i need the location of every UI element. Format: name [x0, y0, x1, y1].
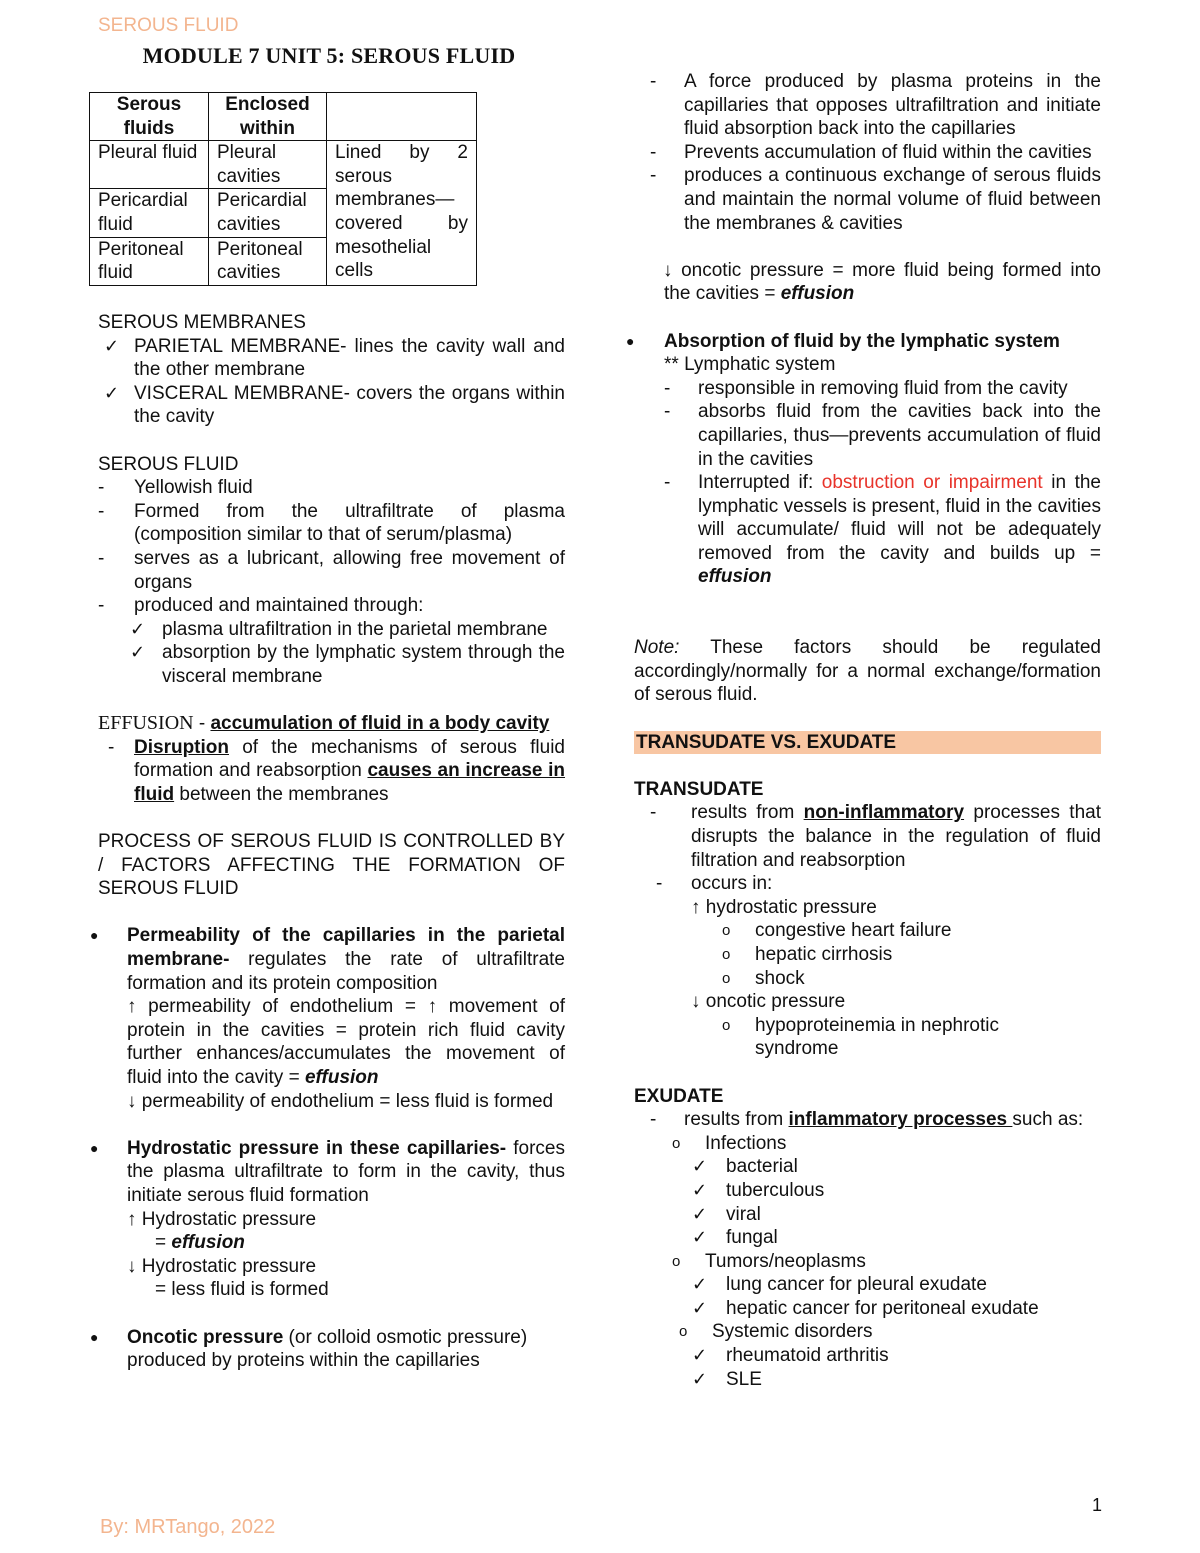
page-title: MODULE 7 UNIT 5: SEROUS FLUID: [142, 43, 516, 68]
list-item: - Disruption of the mechanisms of serous fluid formation and reabsorption causes an increase in fluid between the membranes: [108, 736, 565, 805]
bullet-item: ● Absorption of fluid by the lymphatic system: [626, 330, 1060, 352]
list-item: - produces a continuous exchange of serous fluids and maintain the normal volume of fluid between the membranes & cavities: [650, 165, 1101, 234]
circle-bullet-icon: o: [722, 922, 731, 940]
check-icon: ✓: [104, 335, 120, 356]
bullet-icon: ●: [90, 1328, 99, 1345]
serous-fluid-heading: SEROUS FLUID: [98, 453, 239, 475]
list-item: o hypoproteinemia in nephrotic syndrome: [722, 1014, 999, 1060]
bullet-item: ● Oncotic pressure (or colloid osmotic pressure) produced by proteins within the capillaries: [90, 1326, 528, 1372]
table-header: Serous fluids: [90, 93, 209, 141]
table-row: [90, 141, 477, 189]
table-cell: Peritoneal cavities: [209, 237, 327, 285]
left-column: [90, 311, 565, 1373]
check-icon: ✓: [130, 642, 146, 663]
list-item: ✓ tuberculous: [692, 1179, 825, 1201]
list-item: = effusion: [155, 1232, 245, 1254]
list-item: ✓ lung cancer for pleural exudate: [692, 1274, 987, 1296]
table-header-row: [90, 93, 477, 141]
section-band: TRANSUDATE VS. EXUDATE: [634, 731, 1101, 755]
visceral-label: VISCERAL MEMBRANE: [134, 382, 344, 404]
right-column: [626, 70, 1101, 1391]
table-cell: Pleural fluid: [90, 141, 209, 189]
footer-author: By: MRTango, 2022: [100, 1516, 276, 1538]
list-item: ✓ viral: [692, 1203, 761, 1225]
list-item: - occurs in:: [656, 873, 773, 895]
list-item: - responsible in removing fluid from the cavity: [664, 377, 1068, 399]
list-item: o Infections: [672, 1132, 787, 1154]
list-item: - results from inflammatory processes such as:: [650, 1109, 1084, 1131]
bullet-icon: ●: [90, 1139, 99, 1156]
list-item: ✓ plasma ultrafiltration in the parietal membrane: [130, 618, 548, 640]
list-item: - Interrupted if: obstruction or impairment in the lymphatic vessels is present, fluid in the cavities will accumulate/ fluid will not be adequately removed from the cavity and builds up = effusion: [664, 472, 1101, 588]
circle-bullet-icon: o: [722, 945, 731, 963]
list-item: o Tumors/neoplasms: [672, 1250, 866, 1272]
oncotic-down: ↓ oncotic pressure = more fluid being formed into the cavities = effusion: [663, 259, 1101, 305]
list-item: ↑ Hydrostatic pressure: [127, 1208, 317, 1230]
table-cell: Pleural cavities: [209, 141, 327, 189]
effusion-definition: EFFUSION - accumulation of fluid in a body cavity: [98, 712, 550, 735]
membranes-heading: SEROUS MEMBRANES: [98, 312, 306, 333]
list-item: ✓ hepatic cancer for peritoneal exudate: [692, 1297, 1039, 1319]
check-icon: ✓: [692, 1274, 708, 1295]
lymph-sub: ** Lymphatic system: [664, 354, 836, 376]
check-icon: ✓: [104, 382, 120, 403]
check-icon: ✓: [692, 1179, 708, 1200]
list-item: - results from non-inflammatory processes that disrupts the balance in the regulation of fluid filtration and reabsorption: [650, 802, 1101, 871]
circle-bullet-icon: o: [672, 1252, 681, 1270]
table-merged-cell: Lined by 2 serous membranes—covered by mesothelial cells: [327, 141, 477, 286]
bullet-item: ● Permeability of the capillaries in the parietal membrane- regulates the rate of ultrafiltrate formation and its protein composition: [90, 925, 565, 994]
check-icon: ✓: [692, 1345, 708, 1366]
list-item: ↓ Hydrostatic pressure: [127, 1255, 317, 1277]
list-item: o shock: [722, 967, 805, 989]
circle-bullet-icon: o: [722, 969, 731, 987]
serous-fluids-table: [89, 92, 477, 286]
table-cell: Pericardial cavities: [209, 189, 327, 237]
check-icon: ✓: [692, 1156, 708, 1177]
note: Note: These factors should be regulated accordingly/normally for a normal exchange/formation of serous fluid.: [634, 637, 1101, 706]
check-icon: ✓: [692, 1227, 708, 1248]
list-item: ↑ permeability of endothelium = ↑ movement of protein in the cavities = protein rich fluid cavity further enhances/accumulates the movement of fluid into the cavity = effusion: [127, 996, 565, 1088]
table-header: [327, 93, 477, 141]
bullet-icon: ●: [626, 332, 635, 349]
transudate-heading: TRANSUDATE: [634, 778, 764, 800]
process-heading: PROCESS OF SEROUS FLUID IS CONTROLLED BY / FACTORS AFFECTING THE FORMATION OF SEROUS FLUID: [98, 831, 565, 900]
circle-bullet-icon: o: [679, 1323, 688, 1341]
parietal-label: PARIETAL MEMBRANE: [134, 335, 341, 357]
list-item: - absorbs fluid from the cavities back into the capillaries, thus—prevents accumulation of fluid in the cavities: [664, 401, 1101, 470]
list-item: o congestive heart failure: [722, 920, 952, 942]
list-item: ✓ VISCERAL MEMBRANE- covers the organs within the cavity: [104, 382, 565, 428]
bullet-item: ● Hydrostatic pressure in these capillaries- forces the plasma ultrafiltrate to form in the cavity, thus initiate serous fluid formation: [90, 1137, 565, 1206]
list-item: ↓ oncotic pressure: [691, 991, 846, 1013]
list-item: - A force produced by plasma proteins in the capillaries that opposes ultrafiltration and initiate fluid absorption back into the capillaries: [650, 71, 1101, 140]
check-icon: ✓: [692, 1203, 708, 1224]
list-item: - produced and maintained through:: [98, 595, 424, 617]
table-cell: Pericardial fluid: [90, 189, 209, 237]
list-item: ✓ bacterial: [692, 1156, 798, 1178]
header-tag: SEROUS FLUID: [98, 15, 239, 36]
check-icon: ✓: [692, 1297, 708, 1318]
list-item: ✓ fungal: [692, 1227, 778, 1249]
list-item: ✓ SLE: [692, 1368, 762, 1390]
list-item: = less fluid is formed: [155, 1279, 329, 1301]
circle-bullet-icon: o: [722, 1016, 731, 1034]
list-item: ✓ absorption by the lymphatic system through the visceral membrane: [130, 642, 565, 687]
list-item: - Yellowish fluid: [98, 477, 253, 499]
check-icon: ✓: [130, 618, 146, 639]
list-item: - Prevents accumulation of fluid within the cavities: [650, 141, 1092, 163]
circle-bullet-icon: o: [672, 1134, 681, 1152]
bullet-icon: ●: [90, 927, 99, 944]
list-item: ✓ PARIETAL MEMBRANE- lines the cavity wall and the other membrane: [104, 335, 565, 381]
list-item: ✓ rheumatoid arthritis: [692, 1345, 889, 1367]
table-header: Enclosed within: [209, 93, 327, 141]
list-item: - Formed from the ultrafiltrate of plasma (composition similar to that of serum/plasma): [98, 500, 565, 546]
exudate-heading: EXUDATE: [634, 1085, 724, 1107]
page-number: 1: [1091, 1495, 1102, 1515]
list-item: ↑ hydrostatic pressure: [691, 896, 877, 918]
list-item: - serves as a lubricant, allowing free movement of organs: [98, 547, 565, 593]
list-item: ↓ permeability of endothelium = less fluid is formed: [127, 1090, 554, 1112]
list-item: o hepatic cirrhosis: [722, 943, 893, 965]
table-cell: Peritoneal fluid: [90, 237, 209, 285]
check-icon: ✓: [692, 1368, 708, 1389]
list-item: o Systemic disorders: [679, 1321, 873, 1343]
